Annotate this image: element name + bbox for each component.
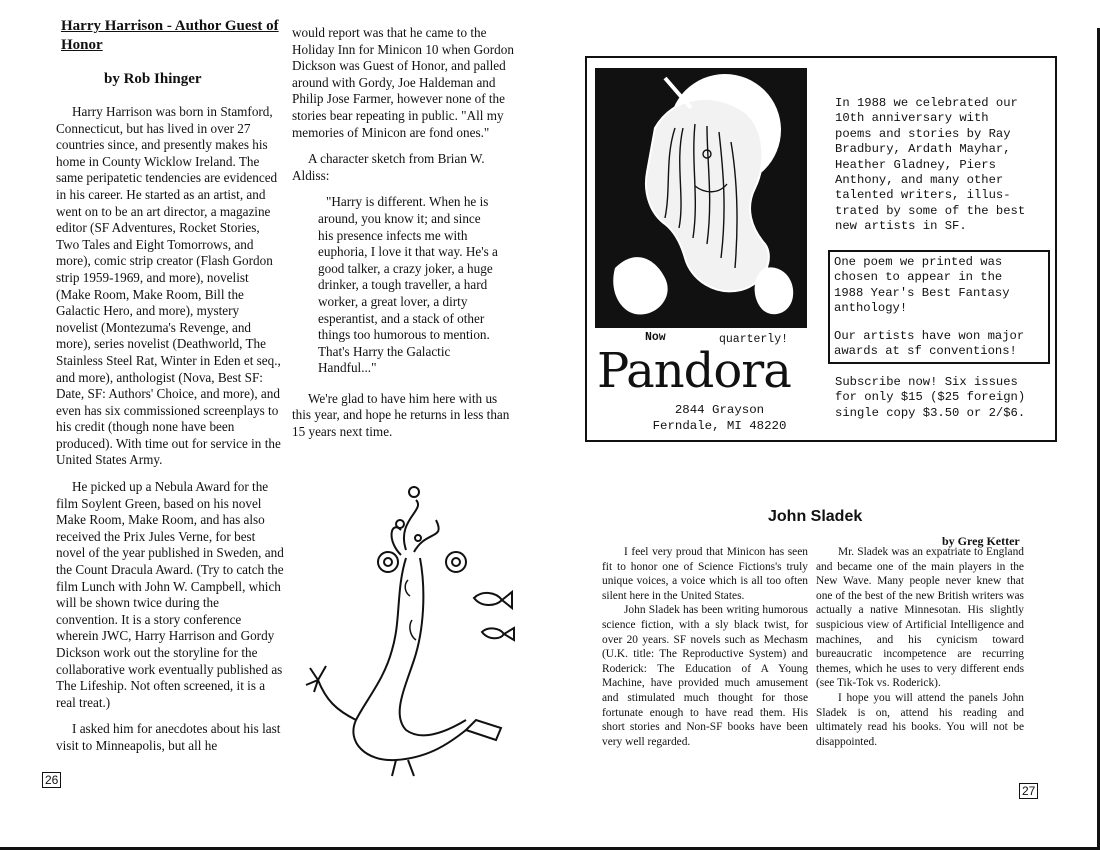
paragraph: I hope you will attend the panels John Sladek is on, attend his reading and ultimately read his books. You will not be disappointed. xyxy=(816,691,1024,748)
page-number-27: 27 xyxy=(1019,783,1038,799)
ad-subscription-text: Subscribe now! Six issues for only $15 ($25 foreign) single copy $3.50 or 2/$6. xyxy=(835,375,1026,420)
ad-highlight-box xyxy=(828,250,1050,364)
byline-ihinger: by Rob Ihinger xyxy=(104,71,202,87)
ad-quarterly-label: quarterly! xyxy=(719,333,789,346)
byline-ketter: by Greg Ketter xyxy=(942,534,1020,548)
unicorn-illustration xyxy=(595,68,807,328)
paragraph: I feel very proud that Minicon has seen fit to honor one of Science Fictions's truly unique voices, a voice which is all too often silent here in the United States. xyxy=(602,546,808,602)
paragraph: Mr. Sladek was an expatriate to England and became one of the main players in the New Wave. Many people never knew that one of the best of the new British writers was actually a native Minnesotan. His slightly suspicious view of Artificial Intelligence and machines, and his cynicism toward bureaucratic incompetence are recurring themes, which he uses to very different ends (see Tik-Tok vs. Roderick). xyxy=(816,546,1024,690)
pandora-logo: Pandora xyxy=(597,343,791,399)
article-column-3 xyxy=(602,545,808,749)
article-column-4 xyxy=(816,545,1024,749)
aldiss-quote xyxy=(318,194,498,377)
paragraph: Harry Harrison was born in Stamford, Connecticut, but has lived in over 27 countries since, and presently makes his home in County Wicklow Ireland. The same peripatetic tendencies are evidenced in his career. He started as an artist, and went on to be an art director, a magazine editor (SF Adventures, Rocket Stories, Two Tales and Eight Tomorrows, and more), comic strip creator (Flash Gordon strip 1959-1969, and more), novelist (Make Room, Make Room, Bill the Galactic Hero, and more), mystery novelist (Montezuma's Revenge, and more), series novelist (Deathworld, The Stainless Steel Rat, Winter in Eden et seq., and more), anthologist (Nova, Best SF: Date, SF: Authors' Choice, and more), and even has six commissioned screenplays to his credit (though none have been produced). With time out for service in the United States Army. xyxy=(56,104,281,468)
article-title-sladek: John Sladek xyxy=(768,508,863,525)
ad-box-poem: One poem we printed was chosen to appear in the 1988 Year's Best Fantasy anthology! xyxy=(834,255,1010,316)
ad-now-label: Now xyxy=(645,331,666,344)
page-number-26: 26 xyxy=(42,772,61,788)
ad-box-awards: Our artists have won major awards at sf conventions! xyxy=(834,328,1025,359)
paragraph: He picked up a Nebula Award for the film Soylent Green, based on his novel Make Room, Make Room, and has also received the Prix Jules Verne, for best novel of the year published in Sweden, and the Count Dracula Award. (Try to catch the film Lunch with John W. Campbell, which will be shown twice during the convention. It is a story conference wherein JWC, Harry Harrison and Gordy Dickson work out the storyline for the collaborative work eventually published as The Lifeship. Not often screened, it is a real treat.) xyxy=(56,479,284,710)
article-column-1 xyxy=(56,104,284,765)
paragraph: I asked him for anecdotes about his last visit to Minneapolis, but all he xyxy=(56,721,281,753)
ad-intro-text: In 1988 we celebrated our 10th anniversary with poems and stories by Ray Bradbury, Ardath Mayhar, Heather Gladney, Piers Anthony, and many other talented writers, illus- trated by some of the best new artists in SF. xyxy=(835,96,1026,234)
paragraph: would report was that he came to the Holiday Inn for Minicon 10 when Gordon Dickson was Guest of Honor, and palled around with Gordy, Joe Haldeman and Philip Jose Farmer, however none of the stories bear repeating in public. "All my memories of Minicon are fond ones." xyxy=(292,25,514,140)
article-title-harrison: Harry Harrison - Author Guest of Honor xyxy=(61,18,279,53)
quote-text: "Harry is different. When he is around, you know it; and since his presence infects me with euphoria, I love it that way. He's a good talker, a crazy joker, a huge drinker, a tough traveller, a hard worker, a great lover, a dirty esperantist, and a stack of other things too humorous to mention. That's Harry the Galactic Handful..." xyxy=(318,194,498,376)
article-column-2 xyxy=(292,25,516,451)
sea-creature-illustration xyxy=(296,480,520,780)
paragraph: A character sketch from Brian W. Aldiss: xyxy=(292,151,485,183)
paragraph: John Sladek has been writing humorous science fiction, with a sly black twist, for over 20 years. SF novels such as Mechasm (U.K. title: The Reproductive System) and Roderick: The Education of A Young Machine, have provided much amusement and stimulated much thought for those fortunate enough to have read them. His short stories and Non-SF books have been very well regarded. xyxy=(602,604,808,748)
paragraph: We're glad to have him here with us this year, and hope he returns in less than 15 years next time. xyxy=(292,390,510,440)
pandora-advertisement xyxy=(585,56,1057,442)
ad-address: 2844 Grayson Ferndale, MI 48220 xyxy=(652,403,787,433)
